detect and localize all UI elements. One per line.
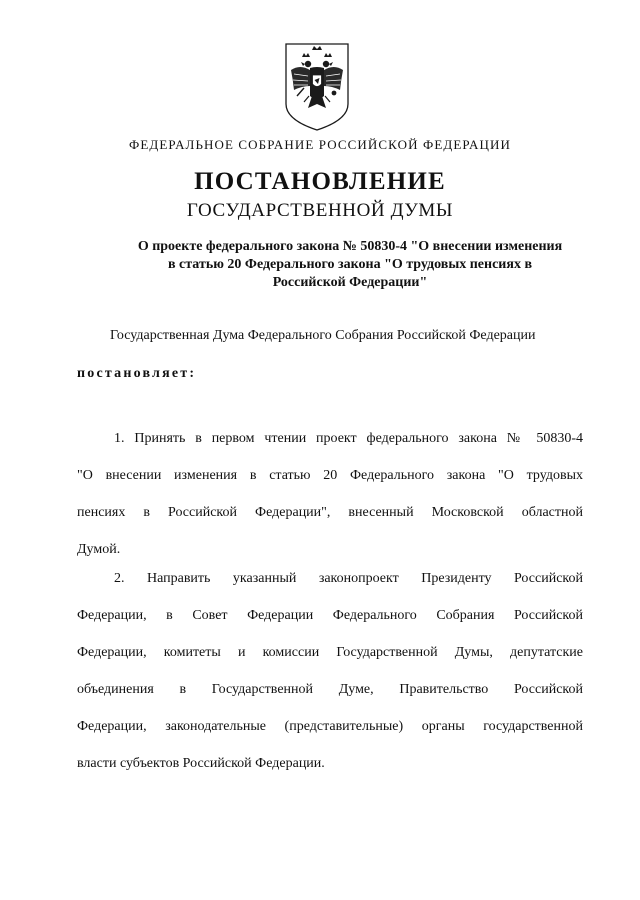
paragraph-line: Федерации, комитеты и комиссии Государственной Думы, депутатские bbox=[77, 645, 583, 660]
paragraph-line: объединения в Государственной Думе, Правительство Российской bbox=[77, 682, 583, 697]
coat-of-arms-icon bbox=[282, 40, 352, 132]
decree-word: постановляет: bbox=[77, 366, 197, 381]
issuer-title: ГОСУДАРСТВЕННОЙ ДУМЫ bbox=[186, 200, 454, 221]
paragraph-line: Думой. bbox=[77, 542, 121, 557]
paragraph-1 bbox=[77, 430, 583, 578]
paragraph-line: "О внесении изменения в статью 20 Федерального закона "О трудовых bbox=[77, 468, 583, 483]
paragraph-line: 2. Направить указанный законопроект Президенту Российской bbox=[114, 571, 583, 586]
document-subject bbox=[110, 238, 590, 292]
paragraph-line: Федерации, в Совет Федерации Федерального Собрания Российской bbox=[77, 608, 583, 623]
subject-line: Российской Федерации" bbox=[272, 275, 428, 290]
preamble-text: Государственная Дума Федерального Собрания Российской Федерации bbox=[110, 328, 536, 343]
parliament-name: ФЕДЕРАЛЬНОЕ СОБРАНИЕ РОССИЙСКОЙ ФЕДЕРАЦИИ bbox=[128, 137, 511, 152]
paragraph-line: 1. Принять в первом чтении проект федерального закона № 50830-4 bbox=[114, 431, 583, 446]
paragraph-line: власти субъектов Российской Федерации. bbox=[77, 756, 325, 771]
document-type-title: ПОСТАНОВЛЕНИЕ bbox=[194, 168, 446, 195]
paragraph-line: пенсиях в Российской Федерации", внесенный Московской областной bbox=[77, 505, 583, 520]
subject-line: в статью 20 Федерального закона "О трудовых пенсиях в bbox=[167, 257, 533, 272]
paragraph-2 bbox=[77, 570, 583, 792]
subject-line: О проекте федерального закона № 50830-4 "О внесении изменения bbox=[137, 239, 563, 254]
paragraph-line: Федерации, законодательные (представительные) органы государственной bbox=[77, 719, 583, 734]
